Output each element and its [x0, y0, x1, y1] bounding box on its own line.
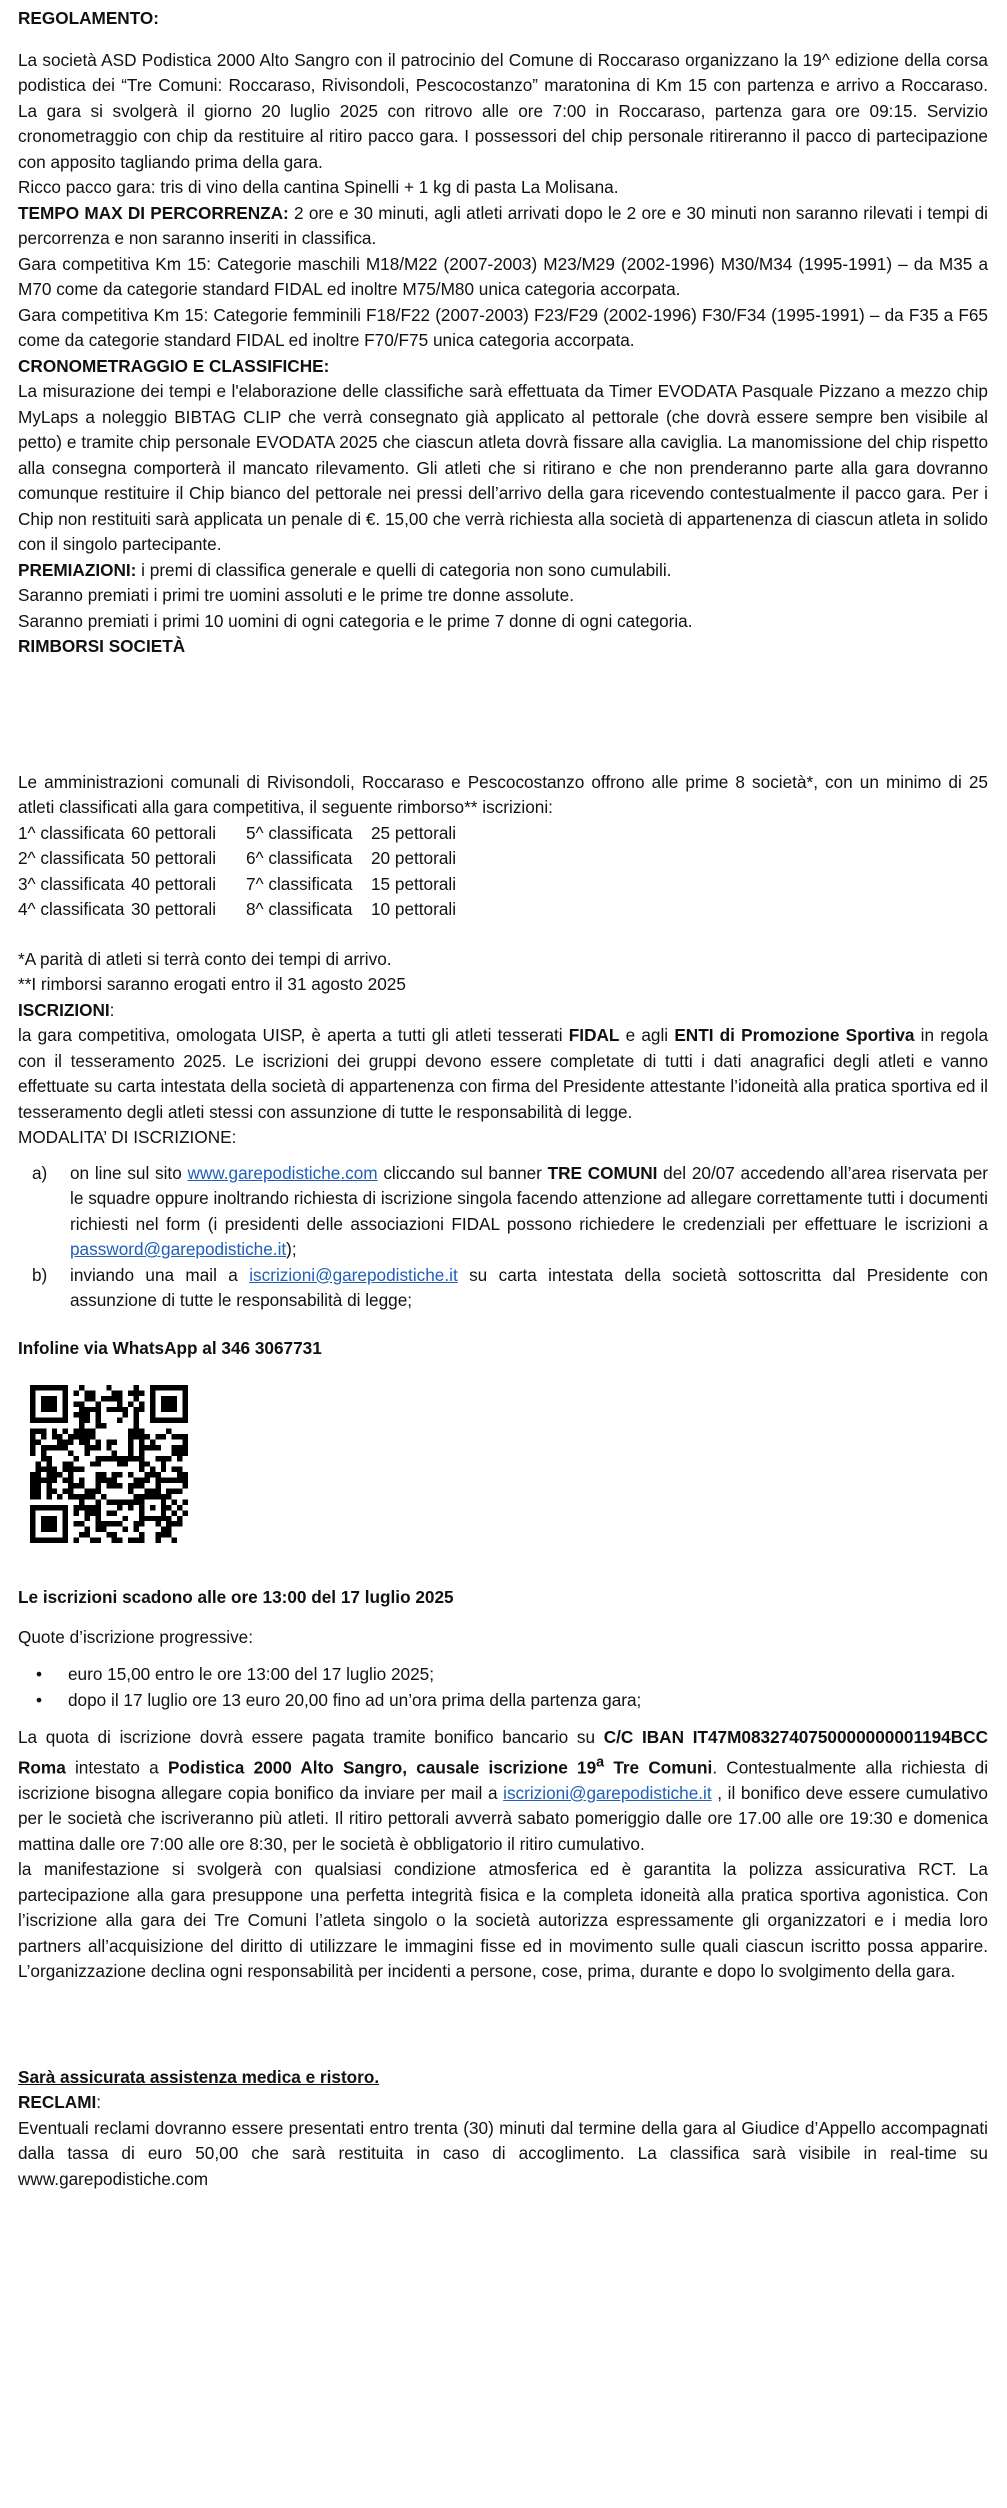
iscrizioni-paragraph — [18, 1023, 988, 1125]
table-cell: 40 pettorali — [131, 873, 217, 894]
table-cell: 5^ classificata — [246, 822, 353, 843]
password-email-link[interactable]: password@garepodistiche.it — [70, 1239, 287, 1259]
modalita-b-text: inviando una mail a — [70, 1264, 250, 1285]
regolamento-document — [18, 4, 988, 2192]
assistenza-text: Sarà assicurata assistenza medica e ristoro. — [18, 2066, 380, 2087]
table-cell: 25 pettorali — [371, 822, 457, 843]
bullet-icon: • — [36, 1689, 43, 1710]
bullet-icon: • — [36, 1664, 43, 1684]
table-cell: 60 pettorali — [131, 822, 217, 843]
categorie-maschili: Gara competitiva Km 15: Categorie maschili M18/M22 (2007-2003) M23/M29 (2002-1996) M30/M34 (1995-1991) – da M35 a M70 come da categorie standard FIDAL ed inoltre M75/M80 unica categoria accorpata. — [18, 253, 988, 299]
modalita-a-text: ); — [286, 1239, 297, 1259]
colon: : — [96, 2092, 102, 2113]
iscrizioni-email-link[interactable]: iscrizioni@garepodistiche.it — [503, 1782, 712, 1803]
table-cell: 7^ classificata — [246, 873, 353, 894]
table-row — [18, 872, 988, 898]
iscrizioni-title-label: ISCRIZIONI — [18, 999, 110, 1020]
premiazioni-paragraph — [18, 558, 988, 584]
table-cell: 2^ classificata — [18, 848, 125, 868]
table-cell: 10 pettorali — [371, 899, 457, 919]
table-cell: 3^ classificata — [18, 873, 125, 894]
categorie-femminili: Gara competitiva Km 15: Categorie femminili F18/F22 (2007-2003) F23/F29 (2002-1996) F30/F34 (1995-1991) – da F35 a F65 come da categorie standard FIDAL ed inoltre F70/F75 unica categoria accorpata. — [18, 304, 988, 350]
modalita-b-text: su carta intestata della società sottoscritta dal Presidente con assunzione di tutte le responsabilità di legge; — [70, 1264, 988, 1310]
table-cell: 20 pettorali — [371, 848, 457, 868]
garepodistiche-link[interactable]: www.garepodistiche.com — [187, 1162, 378, 1183]
list-item — [18, 1688, 988, 1714]
quote-title: Quote d’iscrizione progressive: — [18, 1626, 254, 1647]
pagamento-text: intestato a — [65, 1757, 168, 1778]
quote-item-text: euro 15,00 entro le ore 13:00 del 17 luglio 2025; — [68, 1664, 434, 1684]
pacco-gara-text: Ricco pacco gara: tris di vino della cantina Spinelli + 1 kg di pasta La Molisana. — [18, 177, 619, 197]
premiazioni-text: i premi di classifica generale e quelli di categoria non sono cumulabili. — [136, 559, 672, 580]
pagamento-paragraph — [18, 1725, 988, 1857]
table-cell: 15 pettorali — [371, 873, 457, 894]
enti-label: ENTI di Promozione Sportiva — [674, 1025, 915, 1045]
rimborsi-note-1: *A parità di atleti si terrà conto dei tempi di arrivo. — [18, 948, 392, 969]
colon: : — [109, 999, 115, 1020]
regolamento-title: REGOLAMENTO: — [18, 8, 159, 28]
premiazioni-categorie: Saranno premiati i primi 10 uomini di ogni categoria e le prime 7 donne di ogni categoria. — [18, 610, 693, 631]
pagamento-text: La quota di iscrizione dovrà essere pagata tramite bonifico bancario su — [18, 1727, 604, 1747]
quote-list — [18, 1662, 988, 1713]
pagamento-text: , — [402, 1757, 417, 1778]
reclami-paragraph: Eventuali reclami dovranno essere presentati entro trenta (30) minuti dal termine della gara al Giudice d’Appello accompagnati dalla tassa di euro 50,00 che sarà restituita in caso di accoglimento. La classifica sarà visibile in real-time su www.garepodistiche.com — [18, 2117, 988, 2189]
table-cell: 8^ classificata — [246, 899, 353, 919]
table-cell: 1^ classificata — [18, 822, 125, 843]
premiazioni-label: PREMIAZIONI: — [18, 559, 137, 580]
manifestazione-paragraph: la manifestazione si svolgerà con qualsiasi condizione atmosferica ed è garantita la polizza assicurativa RCT. La partecipazione alla gara presuppone una perfetta integrità fisica e la completa idoneità alla pratica sportiva agonistica. Con l’iscrizione alla gara dei Tre Comuni l’atleta singolo o la società autorizza espressamente gli organizzatori e i media loro partners all’acquisizione del diritto di utilizzare le immagini fisse ed in movimento sulle quali ciascun iscritto possa apparire. L’organizzazione declina ogni responsabilità per incidenti a persone, cose, prima, durante e dopo lo svolgimento della gara. — [18, 1859, 988, 1982]
intro-paragraph: La società ASD Podistica 2000 Alto Sangro con il patrocinio del Comune di Roccaraso organizzano la 19^ edizione della corsa podistica dei “Tre Comuni: Roccaraso, Rivisondoli, Pescocostanzo” maratonina di Km 15 con partenza e arrivo a Roccaraso. La gara si svolgerà il giorno 20 luglio 2025 con ritrovo alle ore 7:00 in Roccaraso, partenza gara ore 09:15. Servizio cronometraggio con chip da restituire al ritiro pacco gara. I possessori del chip personale ritireranno il pacco di partecipazione con apposito tagliando prima della gara. — [18, 49, 988, 172]
rimborsi-intro: Le amministrazioni comunali di Rivisondoli, Roccaraso e Pescocostanzo offrono alle prime 8 società*, con un minimo di 25 atleti classificati alla gara competitiva, il seguente rimborso** iscrizioni: — [18, 771, 988, 817]
list-item — [18, 1662, 988, 1688]
causale-label: Tre Comuni — [604, 1757, 713, 1778]
modalita-a-text: cliccando sul banner — [377, 1162, 548, 1183]
table-row — [18, 821, 988, 847]
org-label: Podistica 2000 Alto Sangro — [167, 1757, 403, 1778]
whatsapp-qr-code[interactable] — [30, 1385, 988, 1543]
list-item — [18, 1161, 988, 1263]
fidal-label: FIDAL — [568, 1025, 620, 1045]
iscrizioni-text-1: la gara competitiva, omologata UISP, è aperta a tutti gli atleti tesserati — [18, 1025, 569, 1045]
table-cell: 6^ classificata — [246, 848, 353, 868]
tempo-max-text: 2 ore e 30 minuti, agli atleti arrivati dopo le 2 ore e 30 minuti non saranno rilevati i tempi di percorrenza e non saranno inseriti in classifica. — [18, 202, 988, 248]
table-row — [18, 846, 988, 872]
modalita-title: MODALITA’ DI ISCRIZIONE: — [18, 1127, 237, 1147]
list-item — [18, 1263, 988, 1314]
iscrizioni-title — [18, 998, 988, 1024]
table-row — [18, 897, 988, 923]
iscrizioni-text-3: in regola con il tesseramento 2025. Le iscrizioni dei gruppi devono essere completate di tutti i dati anagrafici degli atleti e vanno effettuate su carta intestata della società di appartenenza con firma del Presidente attestante l’idoneità alla pratica sportiva ed il tesseramento degli atleti stessi con assunzione di tutte le responsabilità di legge. — [18, 1025, 989, 1122]
infoline-text: Infoline via WhatsApp al 346 3067731 — [18, 1337, 322, 1358]
quote-item-text: dopo il 17 luglio ore 13 euro 20,00 fino ad un’ora prima della partenza gara; — [68, 1689, 642, 1710]
modalita-a-text: del 20/07 accedendo all’area riservata per le squadre oppure inoltrando richiesta di iscrizione singola facendo attenzione ad allegare correttamente tutti i documenti richiesti nel form (i presidenti delle associazioni FIDAL possono richiedere le credenziali per effettuare le iscrizioni a — [70, 1162, 988, 1234]
tempo-max-paragraph — [18, 201, 988, 252]
table-cell: 4^ classificata — [18, 899, 125, 919]
rimborsi-table — [18, 821, 988, 923]
causale-sup: a — [596, 1754, 605, 1771]
iban-label: C/C IBAN IT47M0832740750000000001194BCC Roma — [18, 1727, 988, 1778]
list-marker: b) — [32, 1264, 48, 1285]
causale-label: causale iscrizione 19 — [416, 1757, 597, 1778]
premiazioni-assoluti: Saranno premiati i primi tre uomini assoluti e le prime tre donne assolute. — [18, 585, 574, 605]
rimborsi-title: RIMBORSI SOCIETÀ — [18, 636, 186, 656]
pagamento-text: , il bonifico deve essere cumulativo per le società che iscriveranno più atleti. Il ritiro pettorali avverrà sabato pomeriggio dalle ore 17.00 alle ore 19:30 e domenica mattina dalle ore 7:00 alle ore 8:30, per le società è obbligatorio il ritiro cumulativo. — [18, 1782, 988, 1854]
modalita-a-text: on line sul sito — [70, 1162, 188, 1183]
iscrizioni-deadline: Le iscrizioni scadono alle ore 13:00 del 17 luglio 2025 — [18, 1587, 454, 1607]
table-cell: 30 pettorali — [131, 899, 217, 919]
cronometraggio-title: CRONOMETRAGGIO E CLASSIFICHE: — [18, 355, 330, 376]
tempo-max-label: TEMPO MAX DI PERCORRENZA: — [18, 202, 289, 223]
iscrizioni-text-2: e agli — [619, 1025, 675, 1045]
modalita-list — [18, 1161, 988, 1314]
cronometraggio-paragraph: La misurazione dei tempi e l'elaborazione delle classifiche sarà effettuata da Timer EVODATA Pasquale Pizzano a mezzo chip MyLaps a noleggio BIBTAG CLIP che verrà consegnato già applicato al pettorale (che dovrà essere sempre ben visibile al petto) e tramite chip personale EVODATA 2025 che ciascun atleta dovrà fissare alla caviglia. La manomissione del chip rispetto alla consegna comporterà il mancato rilevamento. Gli atleti che si ritirano e che non prenderanno parte alla gara dovranno comunque restituire il Chip bianco del pettorale nei pressi dell’arrivo della gara ricevendo contestualmente il pacco gara. Per i Chip non restituiti sarà applicata un penale di €. 15,00 che verrà richiesta alla società di appartenenza di ciascun atleta in solido con il singolo partecipante. — [18, 381, 988, 554]
reclami-title — [18, 2090, 988, 2116]
qr-code-icon — [30, 1385, 188, 1543]
table-cell: 50 pettorali — [131, 848, 217, 868]
reclami-title-label: RECLAMI — [18, 2092, 97, 2113]
pagamento-text: . Contestualmente alla richiesta di iscrizione bisogna allegare copia bonifico da inviare per mail a — [18, 1757, 989, 1803]
banner-label: TRE COMUNI — [547, 1162, 658, 1183]
rimborsi-note-2: **I rimborsi saranno erogati entro il 31 agosto 2025 — [18, 974, 406, 994]
iscrizioni-email-link[interactable]: iscrizioni@garepodistiche.it — [249, 1264, 458, 1285]
list-marker: a) — [32, 1162, 48, 1183]
